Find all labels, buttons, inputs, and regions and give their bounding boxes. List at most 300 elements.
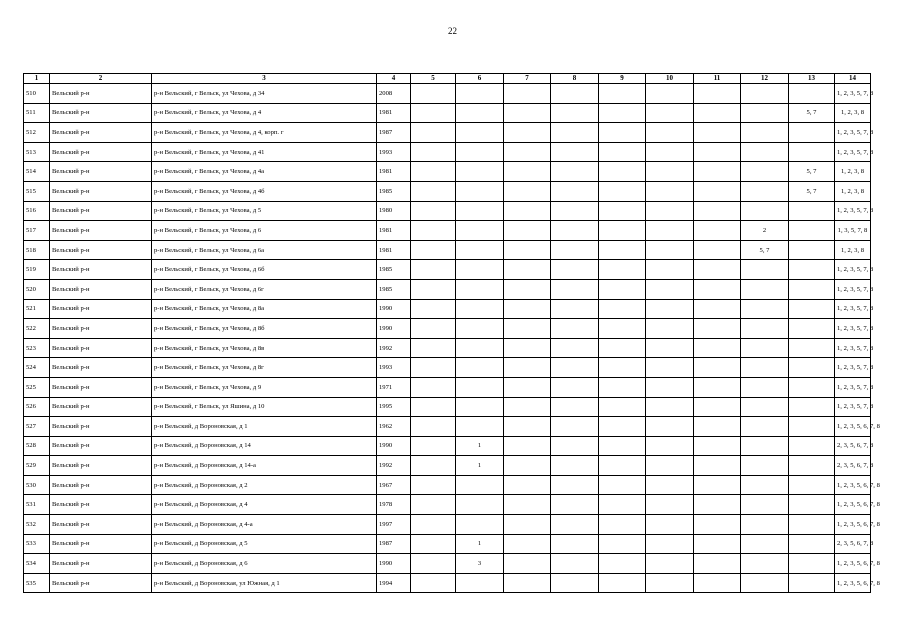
col-13-cell — [789, 260, 835, 280]
col-10-cell — [646, 358, 694, 378]
col-9-cell — [599, 456, 646, 476]
address-cell: р-н Вельский, г Вельск, ул Чехова, д 4, корп. г — [152, 123, 377, 143]
col-6-cell — [456, 515, 504, 535]
col-8-cell — [551, 221, 599, 241]
col-8-cell — [551, 397, 599, 417]
col-6-cell: 1 — [456, 534, 504, 554]
col-14-cell: 1, 2, 3, 8 — [835, 181, 871, 201]
col-7-cell — [504, 142, 551, 162]
col-12-cell — [741, 103, 789, 123]
col-7-cell — [504, 181, 551, 201]
col-14-cell: 1, 2, 3, 5, 7, 8 — [835, 338, 871, 358]
row-number-cell: 531 — [24, 495, 50, 515]
district-cell: Вельский р-н — [50, 417, 152, 437]
col-6-cell — [456, 299, 504, 319]
col-11-cell — [694, 181, 741, 201]
column-header-9: 9 — [599, 74, 646, 84]
year-cell: 1985 — [377, 260, 411, 280]
year-cell: 1981 — [377, 103, 411, 123]
col-9-cell — [599, 338, 646, 358]
col-14-cell: 1, 2, 3, 5, 7, 8 — [835, 142, 871, 162]
col-9-cell — [599, 554, 646, 574]
col-9-cell — [599, 495, 646, 515]
table-row — [24, 142, 871, 162]
col-6-cell — [456, 573, 504, 593]
col-8-cell — [551, 201, 599, 221]
col-8-cell — [551, 299, 599, 319]
address-cell: р-н Вельский, г Вельск, ул Чехова, д 5 — [152, 201, 377, 221]
district-cell: Вельский р-н — [50, 456, 152, 476]
district-cell: Вельский р-н — [50, 181, 152, 201]
col-6-cell — [456, 397, 504, 417]
col-12-cell — [741, 201, 789, 221]
col-13-cell: 5, 7 — [789, 181, 835, 201]
district-cell: Вельский р-н — [50, 475, 152, 495]
district-cell: Вельский р-н — [50, 319, 152, 339]
col-13-cell — [789, 456, 835, 476]
col-13-cell — [789, 201, 835, 221]
row-number-cell: 511 — [24, 103, 50, 123]
col-14-cell: 1, 2, 3, 5, 7, 8 — [835, 319, 871, 339]
col-10-cell — [646, 260, 694, 280]
col-14-cell: 1, 2, 3, 5, 7, 8 — [835, 397, 871, 417]
col-6-cell — [456, 181, 504, 201]
col-13-cell — [789, 436, 835, 456]
row-number-cell: 532 — [24, 515, 50, 535]
col-7-cell — [504, 240, 551, 260]
col-14-cell: 1, 2, 3, 5, 6, 7, 8 — [835, 475, 871, 495]
table-row — [24, 573, 871, 593]
col-11-cell — [694, 162, 741, 182]
col-12-cell — [741, 358, 789, 378]
col-5-cell — [411, 573, 456, 593]
col-7-cell — [504, 417, 551, 437]
col-8-cell — [551, 319, 599, 339]
address-cell: р-н Вельский, г Вельск, ул Чехова, д 34 — [152, 84, 377, 104]
table-row — [24, 162, 871, 182]
col-5-cell — [411, 181, 456, 201]
col-9-cell — [599, 279, 646, 299]
address-cell: р-н Вельский, г Вельск, ул Чехова, д 8а — [152, 299, 377, 319]
col-12-cell — [741, 260, 789, 280]
address-cell: р-н Вельский, д Вороновская, ул Южная, д 1 — [152, 573, 377, 593]
col-14-cell: 1, 2, 3, 5, 7, 8 — [835, 123, 871, 143]
col-9-cell — [599, 397, 646, 417]
district-cell: Вельский р-н — [50, 573, 152, 593]
col-12-cell — [741, 534, 789, 554]
col-10-cell — [646, 123, 694, 143]
col-13-cell — [789, 475, 835, 495]
col-5-cell — [411, 338, 456, 358]
col-11-cell — [694, 515, 741, 535]
address-cell: р-н Вельский, г Вельск, ул Чехова, д 6б — [152, 260, 377, 280]
address-cell: р-н Вельский, д Вороновская, д 14 — [152, 436, 377, 456]
col-14-cell: 1, 2, 3, 5, 6, 7, 8 — [835, 495, 871, 515]
col-7-cell — [504, 319, 551, 339]
col-13-cell — [789, 573, 835, 593]
column-header-13: 13 — [789, 74, 835, 84]
year-cell: 1981 — [377, 162, 411, 182]
col-6-cell — [456, 240, 504, 260]
col-10-cell — [646, 201, 694, 221]
column-header-5: 5 — [411, 74, 456, 84]
col-9-cell — [599, 377, 646, 397]
col-9-cell — [599, 162, 646, 182]
col-6-cell — [456, 103, 504, 123]
col-10-cell — [646, 319, 694, 339]
row-number-cell: 530 — [24, 475, 50, 495]
address-cell: р-н Вельский, д Вороновская, д 6 — [152, 554, 377, 574]
year-cell: 1978 — [377, 495, 411, 515]
district-cell: Вельский р-н — [50, 358, 152, 378]
row-number-cell: 533 — [24, 534, 50, 554]
col-12-cell — [741, 319, 789, 339]
year-cell: 2008 — [377, 84, 411, 104]
col-14-cell: 1, 2, 3, 5, 7, 8 — [835, 260, 871, 280]
col-8-cell — [551, 162, 599, 182]
address-cell: р-н Вельский, г Вельск, ул Яшина, д 10 — [152, 397, 377, 417]
year-cell: 1994 — [377, 573, 411, 593]
col-8-cell — [551, 475, 599, 495]
col-6-cell: 1 — [456, 436, 504, 456]
row-number-cell: 514 — [24, 162, 50, 182]
col-5-cell — [411, 397, 456, 417]
col-10-cell — [646, 515, 694, 535]
col-7-cell — [504, 162, 551, 182]
col-7-cell — [504, 279, 551, 299]
col-11-cell — [694, 221, 741, 241]
col-11-cell — [694, 358, 741, 378]
col-6-cell — [456, 221, 504, 241]
col-10-cell — [646, 162, 694, 182]
col-9-cell — [599, 319, 646, 339]
column-header-3: 3 — [152, 74, 377, 84]
district-cell: Вельский р-н — [50, 201, 152, 221]
col-5-cell — [411, 201, 456, 221]
col-10-cell — [646, 573, 694, 593]
row-number-cell: 526 — [24, 397, 50, 417]
col-7-cell — [504, 554, 551, 574]
col-7-cell — [504, 358, 551, 378]
col-8-cell — [551, 534, 599, 554]
col-12-cell — [741, 377, 789, 397]
col-5-cell — [411, 84, 456, 104]
col-5-cell — [411, 142, 456, 162]
column-header-7: 7 — [504, 74, 551, 84]
col-6-cell — [456, 279, 504, 299]
col-6-cell — [456, 123, 504, 143]
col-6-cell — [456, 358, 504, 378]
address-cell: р-н Вельский, г Вельск, ул Чехова, д 6 — [152, 221, 377, 241]
district-cell: Вельский р-н — [50, 221, 152, 241]
col-10-cell — [646, 436, 694, 456]
col-13-cell — [789, 279, 835, 299]
table-row — [24, 181, 871, 201]
row-number-cell: 513 — [24, 142, 50, 162]
col-13-cell — [789, 84, 835, 104]
col-10-cell — [646, 221, 694, 241]
year-cell: 1962 — [377, 417, 411, 437]
district-cell: Вельский р-н — [50, 495, 152, 515]
col-14-cell: 1, 2, 3, 5, 7, 8 — [835, 201, 871, 221]
col-10-cell — [646, 417, 694, 437]
col-8-cell — [551, 240, 599, 260]
col-11-cell — [694, 142, 741, 162]
address-cell: р-н Вельский, г Вельск, ул Чехова, д 4а — [152, 162, 377, 182]
col-6-cell — [456, 475, 504, 495]
col-13-cell — [789, 221, 835, 241]
col-5-cell — [411, 299, 456, 319]
col-10-cell — [646, 142, 694, 162]
col-9-cell — [599, 299, 646, 319]
col-7-cell — [504, 397, 551, 417]
row-number-cell: 534 — [24, 554, 50, 574]
col-12-cell — [741, 495, 789, 515]
row-number-cell: 525 — [24, 377, 50, 397]
row-number-cell: 518 — [24, 240, 50, 260]
col-5-cell — [411, 162, 456, 182]
col-5-cell — [411, 279, 456, 299]
col-11-cell — [694, 123, 741, 143]
row-number-cell: 520 — [24, 279, 50, 299]
col-13-cell — [789, 397, 835, 417]
row-number-cell: 519 — [24, 260, 50, 280]
row-number-cell: 517 — [24, 221, 50, 241]
address-cell: р-н Вельский, г Вельск, ул Чехова, д 8г — [152, 358, 377, 378]
col-6-cell — [456, 201, 504, 221]
col-12-cell — [741, 417, 789, 437]
col-14-cell: 1, 2, 3, 8 — [835, 162, 871, 182]
row-number-cell: 524 — [24, 358, 50, 378]
district-cell: Вельский р-н — [50, 260, 152, 280]
col-12-cell — [741, 554, 789, 574]
col-12-cell — [741, 181, 789, 201]
year-cell: 1990 — [377, 319, 411, 339]
address-cell: р-н Вельский, г Вельск, ул Чехова, д 41 — [152, 142, 377, 162]
table-row — [24, 279, 871, 299]
col-14-cell: 1, 2, 3, 5, 6, 7, 8 — [835, 515, 871, 535]
col-10-cell — [646, 240, 694, 260]
col-11-cell — [694, 417, 741, 437]
table-row — [24, 397, 871, 417]
col-6-cell: 3 — [456, 554, 504, 574]
col-7-cell — [504, 456, 551, 476]
col-7-cell — [504, 534, 551, 554]
col-6-cell — [456, 142, 504, 162]
district-cell: Вельский р-н — [50, 84, 152, 104]
table-row — [24, 436, 871, 456]
table-row — [24, 221, 871, 241]
col-11-cell — [694, 299, 741, 319]
col-7-cell — [504, 377, 551, 397]
col-12-cell — [741, 573, 789, 593]
col-13-cell — [789, 338, 835, 358]
col-8-cell — [551, 103, 599, 123]
col-8-cell — [551, 358, 599, 378]
col-8-cell — [551, 84, 599, 104]
col-5-cell — [411, 534, 456, 554]
year-cell: 1992 — [377, 338, 411, 358]
col-9-cell — [599, 358, 646, 378]
year-cell: 1980 — [377, 201, 411, 221]
col-12-cell — [741, 84, 789, 104]
col-6-cell — [456, 495, 504, 515]
district-cell: Вельский р-н — [50, 299, 152, 319]
table-row — [24, 201, 871, 221]
col-8-cell — [551, 338, 599, 358]
col-12-cell — [741, 397, 789, 417]
col-5-cell — [411, 103, 456, 123]
column-header-8: 8 — [551, 74, 599, 84]
col-11-cell — [694, 436, 741, 456]
col-5-cell — [411, 377, 456, 397]
col-7-cell — [504, 103, 551, 123]
column-header-10: 10 — [646, 74, 694, 84]
col-14-cell: 1, 2, 3, 5, 7, 8 — [835, 299, 871, 319]
table-row — [24, 319, 871, 339]
col-6-cell — [456, 260, 504, 280]
address-cell: р-н Вельский, г Вельск, ул Чехова, д 8в — [152, 338, 377, 358]
col-10-cell — [646, 534, 694, 554]
col-9-cell — [599, 221, 646, 241]
row-number-cell: 528 — [24, 436, 50, 456]
col-8-cell — [551, 142, 599, 162]
col-11-cell — [694, 554, 741, 574]
page-number: 22 — [448, 26, 457, 36]
column-header-14: 14 — [835, 74, 871, 84]
year-cell: 1985 — [377, 279, 411, 299]
table-row — [24, 358, 871, 378]
row-number-cell: 523 — [24, 338, 50, 358]
col-8-cell — [551, 377, 599, 397]
col-9-cell — [599, 534, 646, 554]
column-header-6: 6 — [456, 74, 504, 84]
district-cell: Вельский р-н — [50, 103, 152, 123]
table-row — [24, 475, 871, 495]
col-8-cell — [551, 260, 599, 280]
year-cell: 1992 — [377, 456, 411, 476]
address-cell: р-н Вельский, д Вороновская, д 1 — [152, 417, 377, 437]
col-12-cell — [741, 475, 789, 495]
col-11-cell — [694, 495, 741, 515]
row-number-cell: 515 — [24, 181, 50, 201]
col-10-cell — [646, 554, 694, 574]
district-cell: Вельский р-н — [50, 240, 152, 260]
col-12-cell — [741, 123, 789, 143]
year-cell: 1967 — [377, 475, 411, 495]
col-11-cell — [694, 456, 741, 476]
col-11-cell — [694, 201, 741, 221]
col-8-cell — [551, 123, 599, 143]
table-row — [24, 534, 871, 554]
col-7-cell — [504, 123, 551, 143]
col-14-cell: 1, 2, 3, 5, 6, 7, 8 — [835, 554, 871, 574]
row-number-cell: 529 — [24, 456, 50, 476]
col-7-cell — [504, 436, 551, 456]
col-5-cell — [411, 123, 456, 143]
row-number-cell: 535 — [24, 573, 50, 593]
year-cell: 1987 — [377, 123, 411, 143]
address-cell: р-н Вельский, г Вельск, ул Чехова, д 8б — [152, 319, 377, 339]
row-number-cell: 527 — [24, 417, 50, 437]
col-12-cell — [741, 338, 789, 358]
year-cell: 1987 — [377, 534, 411, 554]
col-10-cell — [646, 299, 694, 319]
address-cell: р-н Вельский, г Вельск, ул Чехова, д 4б — [152, 181, 377, 201]
address-cell: р-н Вельский, д Вороновская, д 5 — [152, 534, 377, 554]
year-cell: 1981 — [377, 240, 411, 260]
col-13-cell — [789, 515, 835, 535]
district-cell: Вельский р-н — [50, 142, 152, 162]
row-number-cell: 510 — [24, 84, 50, 104]
address-cell: р-н Вельский, г Вельск, ул Чехова, д 4 — [152, 103, 377, 123]
col-8-cell — [551, 279, 599, 299]
col-13-cell — [789, 142, 835, 162]
col-8-cell — [551, 495, 599, 515]
col-12-cell — [741, 279, 789, 299]
address-cell: р-н Вельский, д Вороновская, д 4 — [152, 495, 377, 515]
col-7-cell — [504, 201, 551, 221]
col-13-cell — [789, 358, 835, 378]
district-cell: Вельский р-н — [50, 162, 152, 182]
col-13-cell — [789, 377, 835, 397]
col-12-cell — [741, 456, 789, 476]
col-9-cell — [599, 515, 646, 535]
year-cell: 1981 — [377, 221, 411, 241]
address-cell: р-н Вельский, г Вельск, ул Чехова, д 6г — [152, 279, 377, 299]
address-cell: р-н Вельский, д Вороновская, д 14-а — [152, 456, 377, 476]
col-14-cell: 1, 2, 3, 5, 7, 8 — [835, 279, 871, 299]
registry-table — [23, 73, 880, 593]
table-header-row — [24, 74, 871, 84]
col-8-cell — [551, 515, 599, 535]
col-11-cell — [694, 573, 741, 593]
col-14-cell: 1, 2, 3, 5, 6, 7, 8 — [835, 417, 871, 437]
col-14-cell: 2, 3, 5, 6, 7, 8 — [835, 456, 871, 476]
table-row — [24, 554, 871, 574]
table-row — [24, 103, 871, 123]
col-14-cell: 1, 2, 3, 8 — [835, 103, 871, 123]
district-cell: Вельский р-н — [50, 397, 152, 417]
col-8-cell — [551, 456, 599, 476]
col-9-cell — [599, 436, 646, 456]
district-cell: Вельский р-н — [50, 436, 152, 456]
col-11-cell — [694, 103, 741, 123]
col-14-cell: 1, 2, 3, 5, 7, 8 — [835, 358, 871, 378]
col-13-cell — [789, 495, 835, 515]
col-5-cell — [411, 456, 456, 476]
col-13-cell — [789, 534, 835, 554]
col-13-cell — [789, 417, 835, 437]
district-cell: Вельский р-н — [50, 554, 152, 574]
col-9-cell — [599, 103, 646, 123]
year-cell: 1990 — [377, 299, 411, 319]
col-5-cell — [411, 554, 456, 574]
row-number-cell: 516 — [24, 201, 50, 221]
table-row — [24, 515, 871, 535]
col-7-cell — [504, 84, 551, 104]
table-row — [24, 377, 871, 397]
col-9-cell — [599, 123, 646, 143]
col-11-cell — [694, 240, 741, 260]
col-13-cell — [789, 319, 835, 339]
col-6-cell — [456, 338, 504, 358]
table-row — [24, 338, 871, 358]
year-cell: 1971 — [377, 377, 411, 397]
district-cell: Вельский р-н — [50, 534, 152, 554]
col-10-cell — [646, 338, 694, 358]
col-5-cell — [411, 475, 456, 495]
